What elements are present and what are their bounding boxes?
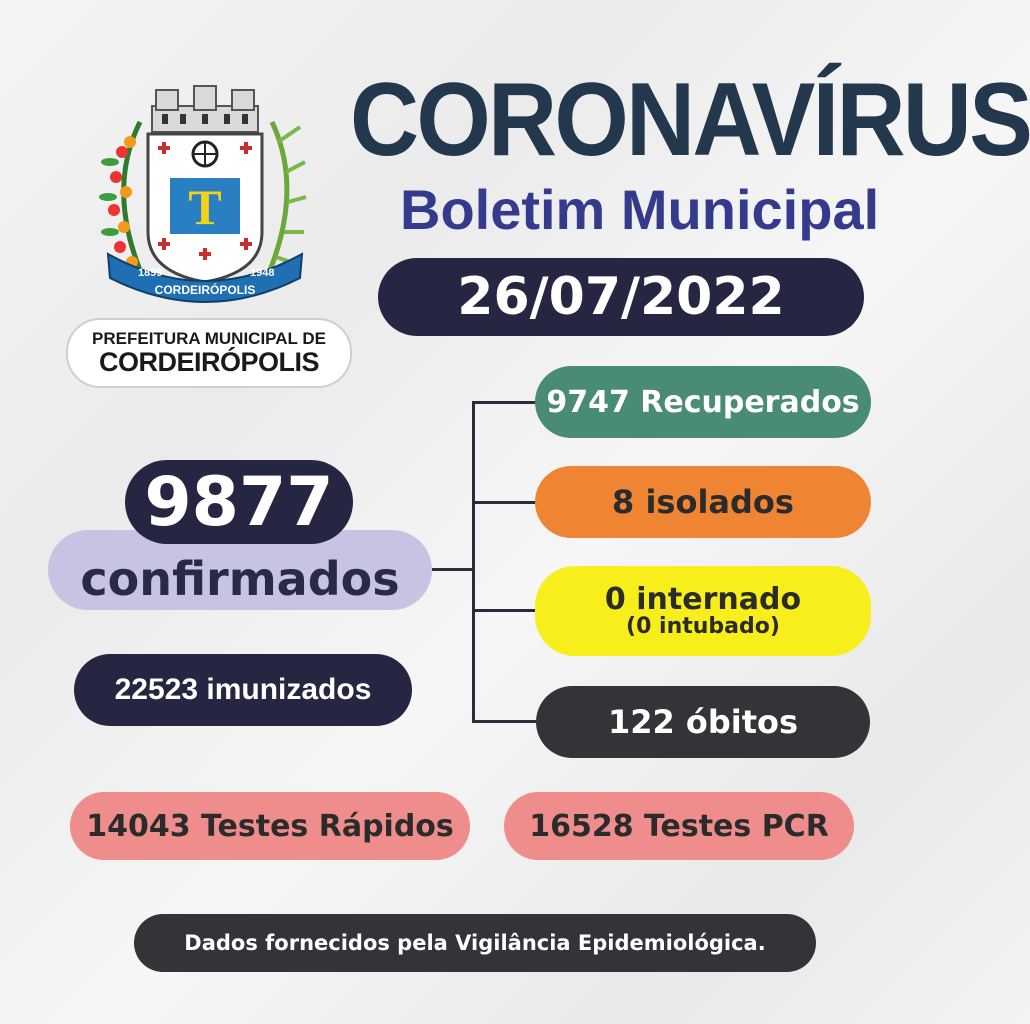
hospitalized-count: 0 internado [604,581,802,617]
confirmed-label-text: confirmados [80,552,400,606]
mural-crown-icon [152,86,258,132]
connector-recovered [472,401,536,404]
source-footer [134,914,816,972]
immunized-badge: 22523 imunizados [74,654,412,726]
hospitalized-badge [535,566,871,656]
coffee-branch-icon [99,122,145,282]
prefeitura-label [66,318,352,388]
connector-hospitalized [472,609,536,612]
date-badge: 26/07/2022 [378,258,864,336]
isolated-badge: 8 isolados [535,466,871,538]
svg-text:T: T [188,179,222,235]
connector-isolated [472,501,536,504]
coat-of-arms-logo [100,82,310,322]
svg-text:1948: 1948 [250,267,275,279]
rapid-tests-badge: 14043 Testes Rápidos [70,792,470,860]
svg-text:1899: 1899 [138,267,163,279]
deaths-badge: 122 óbitos [536,686,870,758]
recovered-badge: 9747 Recuperados [535,366,871,438]
intubated-count: (0 intubado) [626,614,780,640]
page-subtitle: Boletim Municipal [400,178,880,241]
confirmed-number: 9877 [125,460,353,544]
svg-text:CORDEIRÓPOLIS: CORDEIRÓPOLIS [154,283,256,297]
shield-icon [148,134,262,282]
connector-main [432,568,474,571]
page-title: CORONAVÍRUS [350,62,1030,178]
prefeitura-line2: CORDEIRÓPOLIS [98,346,320,377]
prefeitura-line1: PREFEITURA MUNICIPAL DE [92,328,326,348]
connector-vertical [472,402,475,722]
pcr-tests-badge: 16528 Testes PCR [504,792,854,860]
source-text: Dados fornecidos pela Vigilância Epidemiológica. [184,931,766,955]
connector-deaths [472,720,536,723]
